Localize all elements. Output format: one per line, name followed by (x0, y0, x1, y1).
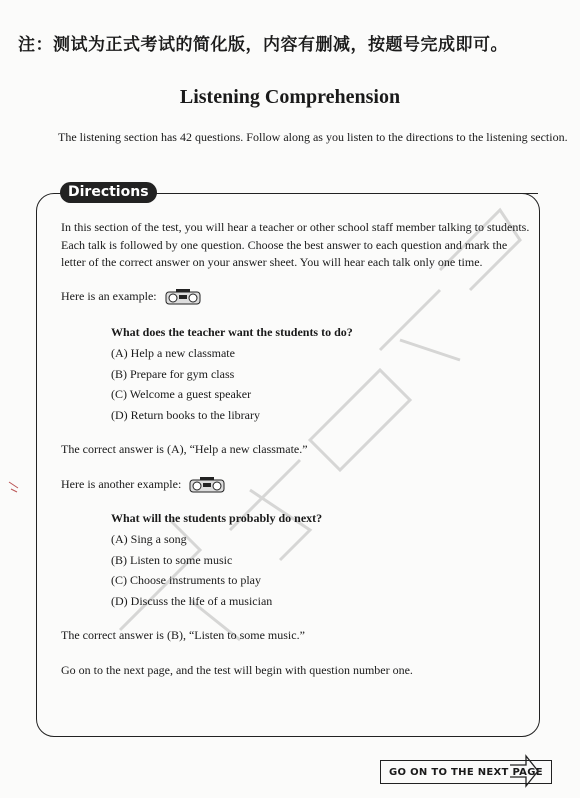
next-page-label: GO ON TO THE NEXT PAGE (389, 766, 543, 778)
closing-text: Go on to the next page, and the test will begin with question number one. (61, 663, 413, 677)
option-b: (B) Listen to some music (111, 552, 233, 567)
example-2-label: Here is another example: (61, 477, 182, 491)
scan-mark (8, 480, 22, 494)
radio-icon (164, 289, 202, 305)
option-c: (C) Choose instruments to play (111, 573, 261, 587)
option-a: (A) Sing a song (111, 532, 187, 546)
example-1-answer: The correct answer is (A), “Help a new classmate.” (61, 442, 308, 456)
example-1-label-row (61, 288, 531, 306)
example-2-label-row (61, 476, 531, 494)
option-a: (A) Help a new classmate (111, 346, 235, 360)
option-b: (B) Prepare for gym class (111, 366, 235, 381)
example-2-answer: The correct answer is (B), “Listen to some music.” (61, 628, 305, 642)
example-1-label: Here is an example: (61, 289, 157, 303)
option-d: (D) Discuss the life of a musician (111, 593, 273, 608)
example-2-question (111, 511, 322, 614)
option-c: (C) Welcome a guest speaker (111, 387, 252, 401)
divider (150, 193, 538, 194)
question-stem: What does the teacher want the students to do? (111, 325, 353, 339)
page-title: Listening Comprehension (179, 86, 401, 108)
directions-tab: Directions (60, 182, 157, 203)
radio-icon (188, 477, 226, 493)
arrow-right-icon (508, 752, 540, 790)
intro-text: The listening section has 42 questions. Follow along as you listen to the directions to the listening section. (58, 130, 568, 144)
question-stem: What will the students probably do next? (111, 511, 323, 525)
option-d: (D) Return books to the library (111, 407, 260, 422)
notice-banner: 注：测试为正式考试的简化版，内容有删减，按题号完成即可。 (18, 35, 508, 55)
directions-frame (36, 193, 540, 737)
example-1-question (111, 325, 353, 428)
directions-paragraph: In this section of the test, you will hear a teacher or other school staff member talking to students. Each talk is followed by one question. Choose the best answer to each question and mark the letter of the correct answer on your answer sheet. You will hear each talk only one time. (61, 220, 530, 269)
